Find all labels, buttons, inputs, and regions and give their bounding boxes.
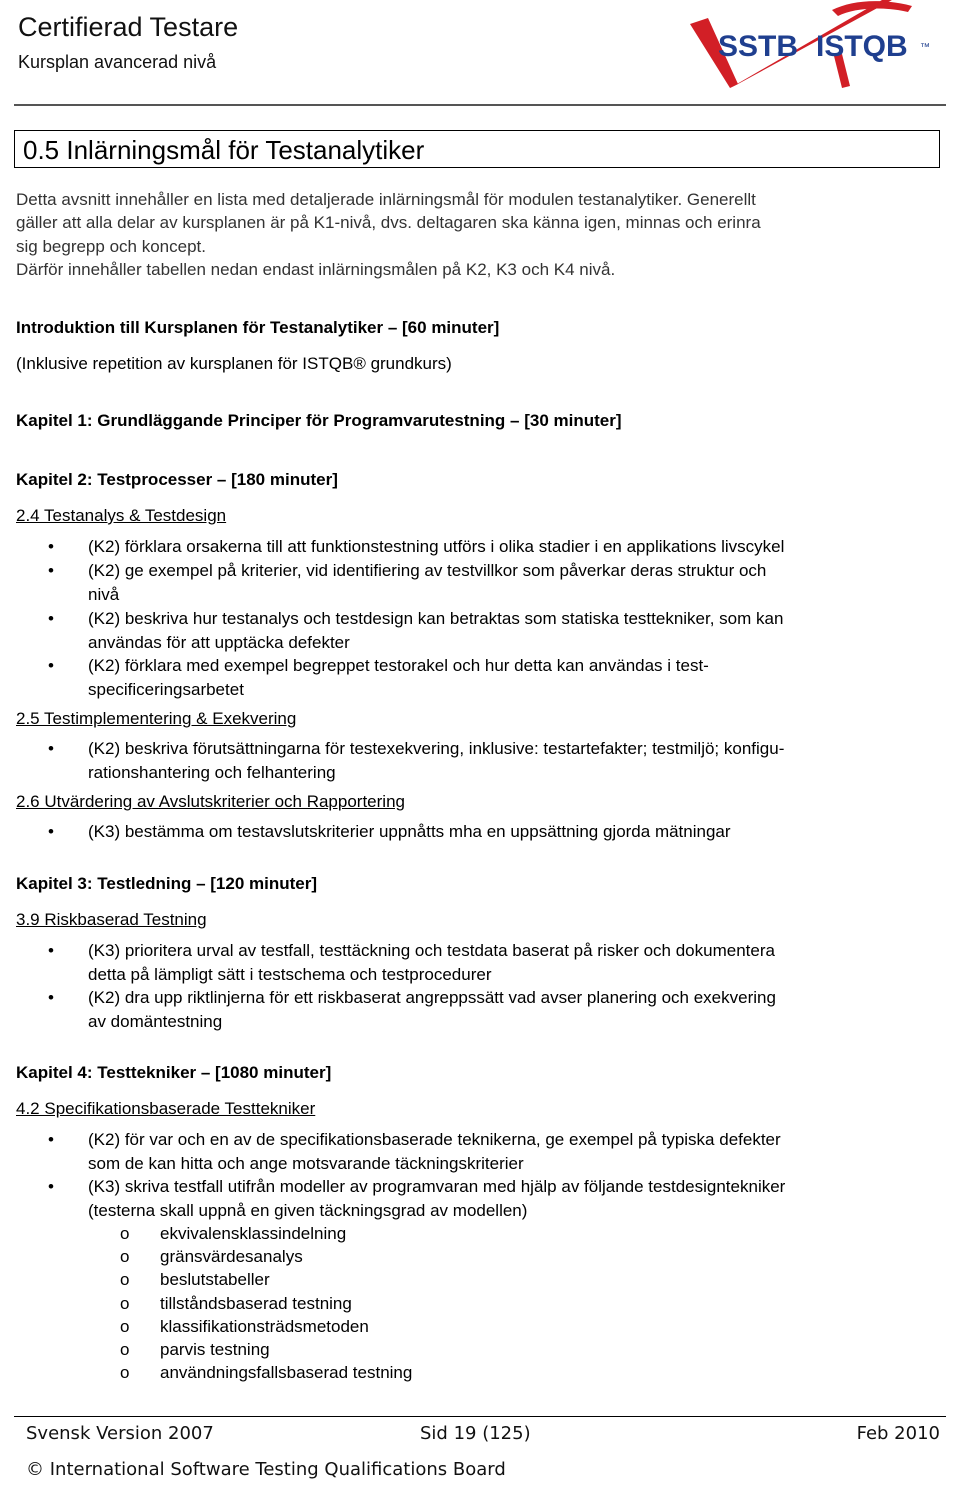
sub-list-item-text: klassifikationsträdsmetoden — [160, 1317, 369, 1336]
list-item-text: som de kan hitta och ange motsvarande täckningskriterier — [88, 1153, 524, 1173]
sub-list-item — [120, 1361, 412, 1385]
list-item-text: detta på lämpligt sätt i testschema och testprocedurer — [88, 964, 492, 984]
sub-list-item — [120, 1315, 369, 1339]
sub-list-item-text: gränsvärdesanalys — [160, 1247, 303, 1266]
list-item-text: (K2) ge exempel på kriterier, vid identifiering av testvillkor som påverkar deras struktur och — [88, 561, 767, 580]
intro-line-1: Detta avsnitt innehåller en lista med detaljerade inlärningsmål för modulen testanalytiker. Generellt — [16, 190, 756, 209]
list-item-text: (K2) beskriva hur testanalys och testdesign kan betraktas som statiska testtekniker, som kan — [88, 609, 784, 628]
bullet-icon: • — [48, 988, 54, 1007]
footer-rule — [14, 1416, 946, 1417]
bullet-icon: • — [48, 537, 54, 556]
section-2-5-title: 2.5 Testimplementering & Exekvering — [16, 709, 297, 728]
sub-list-item — [120, 1268, 270, 1292]
footer-version: Svensk Version 2007 — [26, 1423, 214, 1444]
header-title: Certifierad Testare — [18, 12, 239, 42]
circle-bullet-icon: o — [120, 1247, 130, 1266]
list-item — [48, 986, 930, 1033]
list-item — [48, 737, 930, 784]
logo-tm: ™ — [920, 42, 930, 53]
sub-list-item-text: användningsfallsbaserad testning — [160, 1363, 413, 1382]
logo-istqb-text: ISTQB — [816, 30, 908, 63]
list-item-text: (K3) prioritera urval av testfall, testtäckning och testdata baserat på risker och dokumentera — [88, 941, 775, 960]
list-item-text: rationshantering och felhantering — [88, 762, 336, 782]
sstb-istqb-logo — [682, 0, 942, 92]
section-3-9-title: 3.9 Riskbaserad Testning — [16, 910, 207, 929]
section-title: 0.5 Inlärningsmål för Testanalytiker — [14, 130, 940, 168]
sub-list-item-text: beslutstabeller — [160, 1270, 270, 1289]
list-item — [48, 820, 930, 844]
list-item-text: (K2) förklara orsakerna till att funktionstestning utförs i olika stadier i en applikations livscykel — [88, 537, 785, 556]
list-item-text: specificeringsarbetet — [88, 679, 244, 699]
sub-list-item-text: tillståndsbaserad testning — [160, 1294, 352, 1313]
section-2-6-title: 2.6 Utvärdering av Avslutskriterier och Rapportering — [16, 792, 405, 811]
chapter-4-heading: Kapitel 4: Testtekniker – [1080 minuter] — [16, 1063, 332, 1082]
footer-date: Feb 2010 — [856, 1423, 940, 1444]
bullet-icon: • — [48, 609, 54, 628]
list-item-text: (testerna skall uppnå en given täckningsgrad av modellen) — [88, 1200, 528, 1220]
logo-graphic — [682, 0, 942, 92]
list-item-text: (K2) beskriva förutsättningarna för testexekvering, inklusive: testartefakter; testmiljö; konfigu- — [88, 739, 785, 758]
header-subtitle: Kursplan avancerad nivå — [18, 52, 217, 72]
list-item-text: (K3) skriva testfall utifrån modeller av programvaran med hjälp av följande testdesigntekniker — [88, 1177, 786, 1196]
list-item-text: av domäntestning — [88, 1011, 223, 1031]
list-item-text: (K2) för var och en av de specifikationsbaserade teknikerna, ge exempel på typiska defekter — [88, 1130, 781, 1149]
sub-list-item-text: parvis testning — [160, 1340, 270, 1359]
list-item-text: användas för att upptäcka defekter — [88, 632, 350, 652]
list-item — [48, 654, 930, 701]
chapter-3-heading: Kapitel 3: Testledning – [120 minuter] — [16, 874, 318, 893]
header-rule — [14, 104, 946, 106]
list-item — [48, 559, 930, 606]
list-item-text: nivå — [88, 584, 120, 604]
circle-bullet-icon: o — [120, 1294, 130, 1313]
logo-sstb-text: SSTB — [718, 30, 799, 63]
list-item — [48, 535, 930, 559]
sub-list-item-text: ekvivalensklassindelning — [160, 1224, 347, 1243]
bullet-icon: • — [48, 561, 54, 580]
bullet-icon: • — [48, 656, 54, 675]
bullet-icon: • — [48, 941, 54, 960]
list-item-text: (K3) bestämma om testavslutskriterier uppnåtts mha en uppsättning gjorda mätningar — [88, 822, 731, 841]
sub-list-item — [120, 1338, 270, 1362]
bullet-icon: • — [48, 822, 54, 841]
intro-line-2: gäller att alla delar av kursplanen är på K1-nivå, dvs. deltagaren ska känna igen, minnas och erinra — [16, 213, 761, 232]
footer-copyright: © International Software Testing Qualifications Board — [26, 1459, 506, 1480]
circle-bullet-icon: o — [120, 1340, 130, 1359]
intro-line-3: sig begrepp och koncept. — [16, 237, 206, 256]
sub-list-item — [120, 1245, 303, 1269]
intro-note: (Inklusive repetition av kursplanen för ISTQB® grundkurs) — [16, 354, 452, 373]
list-item — [48, 607, 930, 654]
list-item-text: (K2) dra upp riktlinjerna för ett riskbaserat angreppssätt vad avser planering och exekvering — [88, 988, 776, 1007]
section-4-2-title: 4.2 Specifikationsbaserade Testtekniker — [16, 1099, 316, 1118]
list-item — [48, 939, 930, 986]
circle-bullet-icon: o — [120, 1363, 130, 1382]
intro-line-4: Därför innehåller tabellen nedan endast inlärningsmålen på K2, K3 och K4 nivå. — [16, 260, 616, 279]
chapter-2-heading: Kapitel 2: Testprocesser – [180 minuter] — [16, 470, 338, 489]
intro-heading: Introduktion till Kursplanen för Testanalytiker – [60 minuter] — [16, 318, 500, 337]
list-item-text: (K2) förklara med exempel begreppet testorakel och hur detta kan användas i test- — [88, 656, 709, 675]
footer-page-number: Sid 19 (125) — [420, 1423, 531, 1444]
circle-bullet-icon: o — [120, 1317, 130, 1336]
circle-bullet-icon: o — [120, 1224, 130, 1243]
section-2-4-title: 2.4 Testanalys & Testdesign — [16, 506, 227, 525]
chapter-1-heading: Kapitel 1: Grundläggande Principer för Programvarutestning – [30 minuter] — [16, 411, 622, 430]
bullet-icon: • — [48, 739, 54, 758]
bullet-icon: • — [48, 1177, 54, 1196]
list-item — [48, 1175, 930, 1222]
bullet-icon: • — [48, 1130, 54, 1149]
sub-list-item — [120, 1222, 346, 1246]
sub-list-item — [120, 1292, 352, 1316]
circle-bullet-icon: o — [120, 1270, 130, 1289]
list-item — [48, 1128, 930, 1175]
